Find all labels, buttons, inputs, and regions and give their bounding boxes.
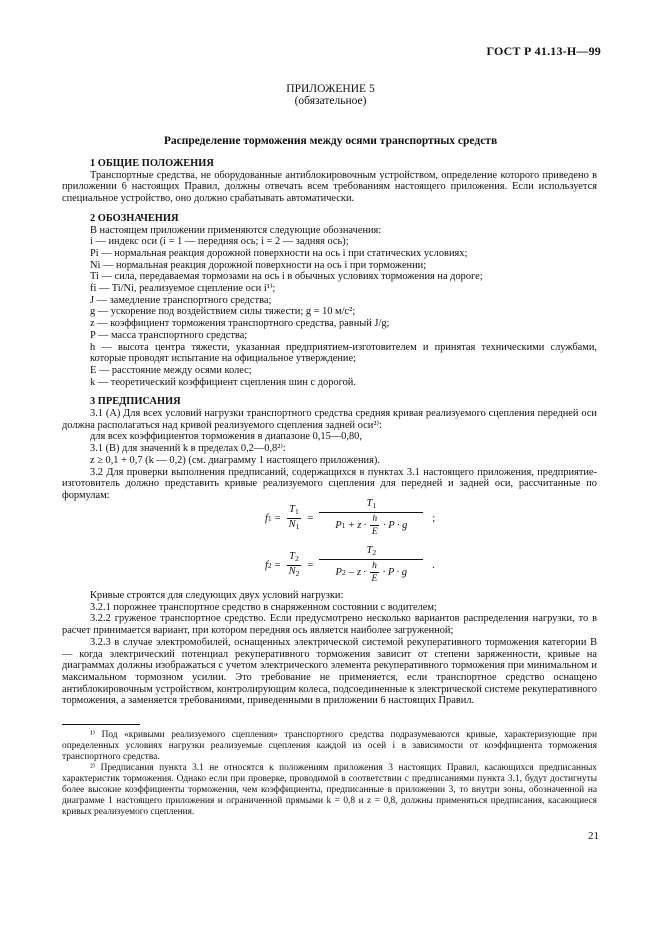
section-1-heading: 1 ОБЩИЕ ПОЛОЖЕНИЯ: [90, 158, 214, 169]
symbols-list: [62, 236, 597, 388]
symbol-item: J — замедление транспортного средства;: [90, 294, 272, 306]
symbol-item: g — ускорение под воздействием силы тяжести; g = 10 м/с²;: [90, 306, 356, 318]
formula-f1-P: P: [335, 519, 342, 531]
clause-3-2-3: 3.2.3 в случае электромобилей, оснащенных электрической системой рекуперативного торможения категории B — когда электрический потенциал рекуперативного торможения зависит от степени заряженности, кривые на диаграммах должны изображаться с учетом электрического элемента рекуперативного торможения при минимальном и максимальном тормозном усилии. Это требование не применяется, если транспортное средство оснащено антиблокировочным устройством, контролирующим колеса, подсоединенные к электрической системе рекуперативного торможения, а заменяется требованиями, приведенными в приложении 6 настоящих Правил.: [62, 636, 597, 707]
formula-f2-P: P: [335, 566, 342, 578]
clause-3-1a-range: для всех коэффициентов торможения в диапазоне 0,15—0,80,: [90, 431, 362, 443]
formula-f1-T2: T: [366, 498, 373, 509]
formula-f2-end: .: [432, 559, 435, 571]
formula-f1-T-index: 1: [295, 506, 299, 516]
footnote-2: ²⁾ Предписания пункта 3.1 не относятся к положениям приложения 3 настоящих Правил, касающихся предписанных характеристик торможения. Однако если при проверке, проводимой в соответствии с предписаниями пункта 3.1, будут достигнуты более высокие коэффициенты торможения, чем коэффициенты, предписанные в приложении 3, то внутри зоны, обозначенной на диаграмме 1 настоящего приложения и ограниченной прямыми k = 0,8 и z = 0,8, должны применяться предписания, касающиеся кривых реализуемого сцепления.: [62, 763, 597, 817]
formula-f1-P-index: 1: [341, 520, 346, 530]
symbol-item: h — высота центра тяжести, указанная предприятием-изготовителем и принятая техническими службами, которые проводят испытание на официальное утверждение;: [90, 341, 597, 365]
symbol-item: Ni — нормальная реакция дорожной поверхности на ось i при торможении;: [90, 259, 427, 271]
symbol-item: P — масса транспортного средства;: [90, 329, 248, 341]
main-text-top: [62, 158, 597, 502]
formula-f2-N-index: 2: [295, 568, 300, 578]
formula-f2-E: E: [371, 574, 378, 584]
formula-f1-T: T: [289, 503, 296, 515]
formula-f2-Pw: P: [387, 566, 395, 578]
formula-f1-sign: +: [348, 519, 355, 531]
formula-f2-T2: T: [366, 545, 373, 556]
appendix-title: ПРИЛОЖЕНИЕ 5: [286, 83, 375, 95]
formula-f1-end: ;: [432, 512, 436, 524]
section-1-text: Транспортные средства, не оборудованные антиблокировочным устройством, определение которого приведено в приложении 6 настоящих Правил, должны отвечать всем требованиям настоящего приложения. Если используется специальное устройство, оно должно срабатывать автоматически.: [62, 169, 597, 205]
formula-f2-T2-index: 2: [372, 548, 377, 557]
formula-f1-T2-index: 1: [372, 501, 377, 510]
clause-3-1b: 3.1 (B) для значений k в пределах 0,2—0,8²⁾:: [90, 443, 286, 455]
section-3-heading: 3 ПРЕДПИСАНИЯ: [90, 396, 181, 408]
formula-f1-lhs: f: [265, 512, 268, 524]
formula-f2-P-index: 2: [341, 567, 346, 577]
symbol-item: fi — Ti/Ni, реализуемое сцепление оси i¹⁾;: [90, 283, 276, 295]
formula-f2-sign: –: [348, 566, 354, 578]
symbol-item: k — теоретический коэффициент сцепления шин с дорогой.: [90, 376, 356, 388]
section-2-intro: В настоящем приложении применяются следующие обозначения:: [90, 224, 382, 236]
formula-f2-g: g: [401, 566, 408, 578]
formula-f1-g: g: [402, 519, 408, 531]
formula-f2-T-index: 2: [295, 553, 299, 563]
formula-f2-N: N: [288, 565, 296, 577]
formula-f1-ratio: [287, 504, 302, 533]
formula-f2-h: h: [372, 561, 377, 571]
clause-3-1b-condition: z ≥ 0,1 + 0,7 (k — 0,2) (см. диаграмму 1 настоящего приложения).: [90, 454, 380, 466]
formula-f1-z: z: [357, 519, 362, 531]
standard-header: ГОСТ Р 41.13-Н—99: [486, 44, 601, 58]
formula-f1-lhs-index: 1: [267, 513, 272, 523]
symbol-item: Pi — нормальная реакция дорожной поверхности на ось i при статических условиях;: [90, 247, 468, 259]
clause-3-1a: 3.1 (A) Для всех условий нагрузки транспортного средства средняя кривая реализуемого сцепления передней оси должна располагаться над кривой реализуемого сцепления задней оси²⁾:: [62, 408, 597, 431]
formula-f2-ratio: [287, 551, 302, 580]
footnote-1: ¹⁾ Под «кривыми реализуемого сцепления» транспортного средства подразумеваются кривые, характеризующие при определенных условиях нагрузки реализуемые сцепления каждой из осей i в зависимости от коэффициента торможения транспортного средства.: [62, 730, 597, 762]
appendix-status: (обязательное): [294, 95, 367, 107]
formula-f2-lhs-index: 2: [267, 560, 272, 570]
symbol-item: i — индекс оси (i = 1 — передняя ось; i = 2 — задняя ось);: [90, 236, 349, 248]
page-number: 21: [588, 830, 599, 842]
document-title: Распределение торможения между осями транспортных средств: [163, 135, 498, 147]
load-conditions-intro: Кривые строятся для следующих двух условий нагрузки:: [90, 590, 344, 601]
formula-f2-z: z: [356, 566, 362, 578]
symbol-item: z — коэффициент торможения транспортного средства, равный J/g;: [90, 318, 390, 330]
formula-f1-h: h: [372, 514, 378, 524]
clause-3-2-1: 3.2.1 порожнее транспортное средство в снаряженном состоянии с водителем;: [90, 601, 437, 613]
clause-3-2: 3.2 Для проверки выполнения предписаний, содержащихся в пунктах 3.1 настоящего приложения, предприятие-изготовитель должно представить кривые реализуемого сцепления для передней и задней оси, рассчитанные по формулам:: [62, 466, 597, 501]
formula-f1-expression: $T_1$ P 1 + z · $\frac{h}{E}$ · P · g: [319, 498, 423, 538]
formula-f1-E: E: [371, 527, 378, 537]
main-text-bottom: [62, 590, 597, 707]
formula-f2-expression: $T_2$ P 2 – z · $\frac{h}{E}$ · P · g: [319, 545, 423, 585]
formula-f2-lhs: f: [265, 559, 268, 571]
footnote-divider: [62, 724, 140, 725]
document-page: ГОСТ Р 41.13-Н—99 ПРИЛОЖЕНИЕ 5 (обязательное) Распределение торможения между осями транспортных средств 1 ОБЩИЕ ПОЛОЖЕНИЯ Транспортные средства, не оборудованные антиблокировочным устройством, определение которого приведено в приложении 6 настоящих Правил, должны отвечать всем требованиям настоящего приложения. Если используется специальное устройство, оно должно срабатывать автоматически. 2 ОБОЗНАЧЕНИЯ В настоящем приложении применяются следующие обозначения: i — индекс оси (i = 1 — передняя ось; i = 2 — задняя ось); Pi — нормальная реакция дорожной поверхности на ось i при статических условиях; Ni — нормальная реакция дорожной поверхности на ось i при торможении; Ti — сила, передаваемая тормозами на ось i в обычных условиях торможения на дороге; fi — Ti/Ni, реализуемое сцепление оси i¹⁾; J — замедление транспортного средства; g — ускорение под воздействием силы тяжести; g = 10 м/с²; z — коэффициент торможения транспортного средства, равный J/g; P — масса транспортного средства; h — высота центра тяжести, указанная предприятием-изготовителем и принятая техническими службами, которые проводят испытание на официальное утверждение; E — расстояние между осями колес; k — теоретический коэффициент сцепления шин с дорогой. 3 ПРЕДПИСАНИЯ 3.1 (A) Для всех условий нагрузки транспортного средства средняя кривая реализуемого сцепления передней оси должна располагаться над кривой реализуемого сцепления задней оси²⁾: для всех коэффициентов торможения в диапазоне 0,15—0,80, 3.1 (B) для значений k в пределах 0,2—0,8²⁾: z ≥ 0,1 + 0,7 (k — 0,2) (см. диаграмму 1 настоящего приложения). 3.2 Для проверки выполнения предписаний, содержащихся в пунктах 3.1 настоящего приложения, предприятие-изготовитель должно представить кривые реализуемого сцепления для передней и задней оси, рассчитанные по формулам: f 1 = $\frac{T_1}{N_1}$ = $T_1$ P 1 + z · $\frac{h}{E}$ · P · g ; f 2 = $\frac{T_2}{N_2}$ = $T_2$ P 2 – z · $\frac{h}{E}$ · P · g . Кривые строятся для следующих двух условий нагрузки: 3.2.1 порожнее транспортное средство в снаряженном состоянии с водителем; 3.2.2 груженое транспортное средство. Если предусмотрено несколько вариантов распределения нагрузки, то в расчет принимается вариант, при котором передняя ось является наиболее загруженной; 3.2.3 в случае электромобилей, оснащенных электрической системой рекуперативного торможения категории B — когда электрический потенциал рекуперативного торможения зависит от степени заряженности, кривые на диаграммах должны изображаться с учетом электрического элемента рекуперативного торможения при минимальном и максимальном тормозном усилии. Это требование не применяется, если транспортное средство оснащено антиблокировочным устройством, контролирующим колеса, подсоединенные к электрической системе рекуперативного торможения, а заменяется требованиями, приведенными в приложении 6 настоящих Правил. ¹⁾ Под «кривыми реализуемого сцепления» транспортного средства подразумеваются кривые, характеризующие при определенных условиях нагрузки реализуемые сцепления каждой из осей i в зависимости от коэффициента торможения транспортного средства. ²⁾ Предписания пункта 3.1 не относятся к положениям приложения 3 настоящих Правил, касающихся предписанных характеристик торможения. Однако если при проверке, проводимой в соответствии с предписаниями пункта 3.1, будут достигнуты более высокие коэффициенты торможения, чем коэффициенты, предписанные в приложении 3, то внутри зоны, обозначенной на диаграмме 1 настоящего приложения и ограниченной прямыми k = 0,8 и z = 0,8, должны применяться предписания, касающиеся кривых реализуемого сцепления. 21: [0, 0, 661, 936]
formula-f1-N: N: [288, 518, 296, 530]
symbol-item: Ti — сила, передаваемая тормозами на ось i в обычных условиях торможения на дороге;: [90, 271, 483, 283]
formula-f1-N-index: 1: [295, 521, 300, 531]
formula-f1-Pw: P: [388, 519, 395, 531]
clause-3-2-2: 3.2.2 груженое транспортное средство. Если предусмотрено несколько вариантов распределения нагрузки, то в расчет принимается вариант, при котором передняя ось является наиболее загруженной;: [62, 613, 597, 637]
symbol-item: E — расстояние между осями колес;: [90, 364, 252, 376]
section-2-heading: 2 ОБОЗНАЧЕНИЯ: [90, 212, 179, 224]
footnotes: [62, 730, 597, 818]
formula-f2-T: T: [289, 550, 296, 562]
